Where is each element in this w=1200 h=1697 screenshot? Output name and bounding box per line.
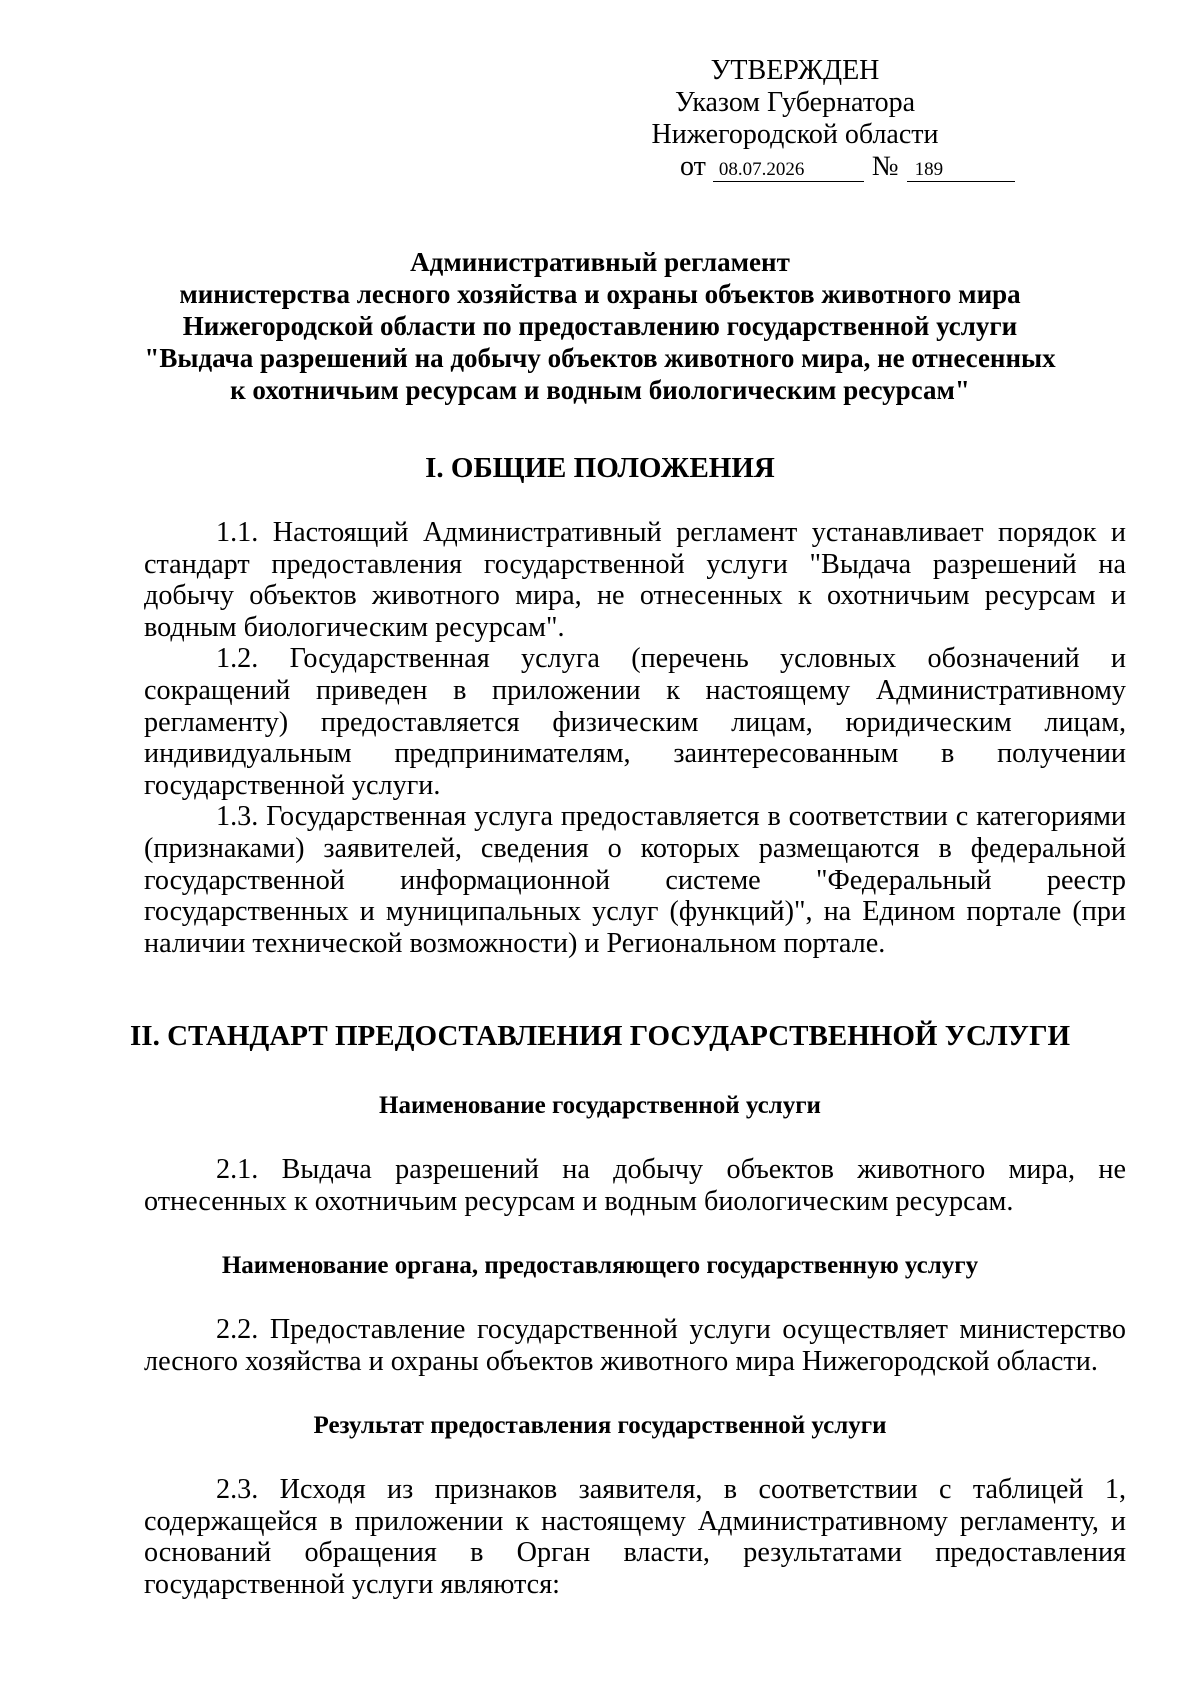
subheading-service-result: Результат предоставления государственной услуги (313, 1412, 887, 1439)
approval-number-value: 189 (907, 159, 1015, 182)
section-1-body (144, 517, 1126, 959)
approval-date-prefix: от (680, 151, 706, 182)
approval-region: Нижегородской области (651, 119, 939, 150)
title-line-2: министерства лесного хозяйства и охраны объектов животного мира (179, 279, 1021, 309)
approval-date-value: 08.07.2026 (713, 159, 864, 182)
approval-stamp-block (640, 55, 950, 183)
subheading-authority-name: Наименование органа, предоставляющего государственную услугу (221, 1252, 979, 1279)
subheading-service-name: Наименование государственной услуги (379, 1092, 821, 1119)
paragraph-2-2: 2.2. Предоставление государственной услуги осуществляет министерство лесного хозяйства и охраны объектов животного мира Нижегородской области. (144, 1314, 1126, 1377)
section-2-heading: II. СТАНДАРТ ПРЕДОСТАВЛЕНИЯ ГОСУДАРСТВЕННОЙ УСЛУГИ (130, 1020, 1071, 1052)
paragraph-1-2: 1.2. Государственная услуга (перечень условных обозначений и сокращений приведен в приложении к настоящему Административному регламенту) предоставляется физическим лицам, юридическим лицам, индивидуальным предпринимателям, заинтересованным в получении государственной услуги. (144, 643, 1126, 801)
paragraph-2-3-block (144, 1474, 1126, 1600)
paragraph-1-1: 1.1. Настоящий Административный регламент устанавливает порядок и стандарт предоставления государственной услуги "Выдача разрешений на добычу объектов животного мира, не отнесенных к охотничьим ресурсам и водным биологическим ресурсам". (144, 517, 1126, 643)
approval-number-sign: № (871, 151, 899, 182)
paragraph-2-1-block (144, 1154, 1126, 1217)
document-title (130, 246, 1070, 406)
paragraph-2-2-block (144, 1314, 1126, 1377)
section-1-heading: I. ОБЩИЕ ПОЛОЖЕНИЯ (425, 452, 775, 484)
title-line-3: Нижегородской области по предоставлению государственной услуги (182, 311, 1018, 341)
paragraph-2-1: 2.1. Выдача разрешений на добычу объектов животного мира, не отнесенных к охотничьим ресурсам и водным биологическим ресурсам. (144, 1154, 1126, 1217)
approval-by-decree: Указом Губернатора (674, 87, 916, 118)
title-line-1: Административный регламент (410, 247, 790, 277)
paragraph-1-3: 1.3. Государственная услуга предоставляется в соответствии с категориями (признаками) заявителей, сведения о которых размещаются в федеральной государственной информационной системе "Федеральный реестр государственных и муниципальных услуг (функций)", на Едином портале (при наличии технической возможности) и Региональном портале. (144, 801, 1126, 959)
title-line-5: к охотничьим ресурсам и водным биологическим ресурсам" (230, 375, 970, 405)
approval-date-row (640, 151, 950, 183)
title-line-4: "Выдача разрешений на добычу объектов животного мира, не отнесенных (144, 343, 1056, 373)
approval-approved: УТВЕРЖДЕН (710, 55, 880, 86)
paragraph-2-3: 2.3. Исходя из признаков заявителя, в соответствии с таблицей 1, содержащейся в приложении к настоящему Административному регламенту, и оснований обращения в Орган власти, результатами предоставления государственной услуги являются: (144, 1474, 1126, 1600)
